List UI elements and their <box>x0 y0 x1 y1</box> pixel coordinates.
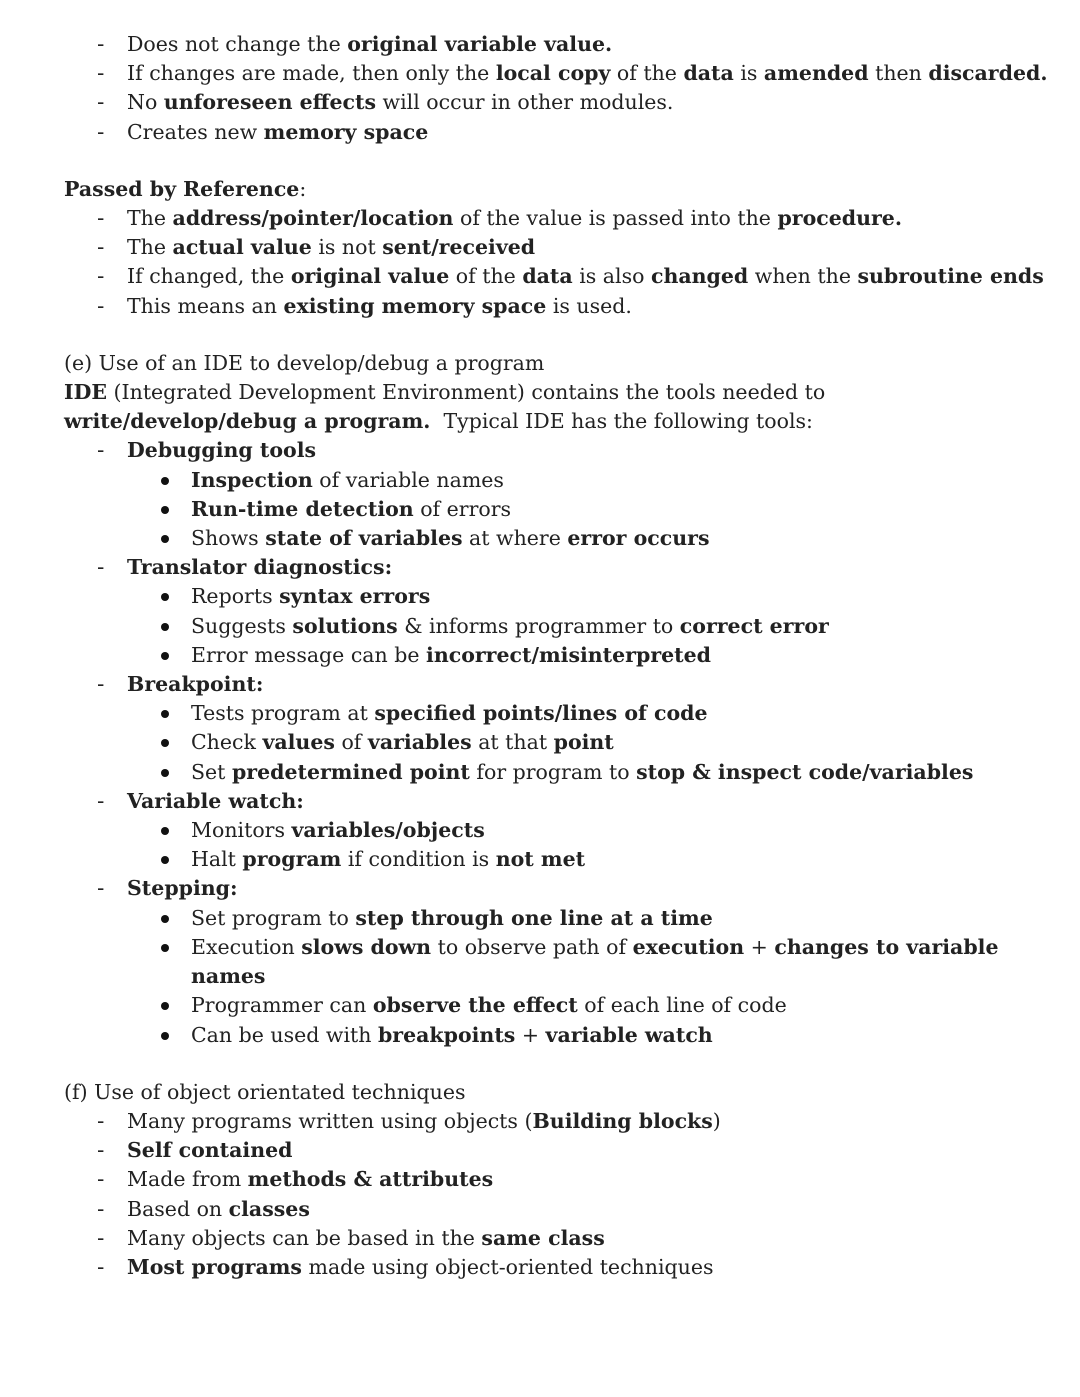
bold-text: classes <box>228 1196 310 1221</box>
text: will occur in other modules. <box>376 90 674 115</box>
text: of the <box>610 61 684 86</box>
bold-text: Passed by Reference <box>64 176 300 201</box>
tool-points <box>127 904 1080 1050</box>
bold-text: step through one line at a time <box>355 905 713 930</box>
list-item <box>159 758 1080 787</box>
bold-text: actual value <box>172 235 312 260</box>
bold-text: point <box>553 730 614 755</box>
tool-title <box>127 436 1080 465</box>
tool-title <box>127 553 1080 582</box>
text: Set <box>191 759 232 784</box>
bold-text: address/pointer/location <box>172 206 454 231</box>
tool-debugging-tools <box>97 436 1080 553</box>
text: (Integrated Development Environment) contains the tools needed to <box>107 380 832 405</box>
text: Tests program at <box>191 701 375 726</box>
text: Can be used with <box>191 1022 378 1047</box>
list-item <box>97 1224 1080 1253</box>
bold-text: write/develop/debug a program. <box>64 409 431 434</box>
text: Execution <box>191 934 302 959</box>
tool-stepping <box>97 874 1080 1049</box>
text: Reports <box>191 584 280 609</box>
bold-text: incorrect/misinterpreted <box>426 642 712 667</box>
text: Suggests <box>191 613 293 638</box>
text: of each line of code <box>577 993 787 1018</box>
list-item <box>159 845 1080 874</box>
tool-breakpoint <box>97 670 1080 787</box>
ide-section <box>64 349 1080 1050</box>
bold-text: stop & inspect code/variables <box>636 759 974 784</box>
bold-text: execution <box>632 934 745 959</box>
text: when the <box>748 264 858 289</box>
text: is also <box>572 264 651 289</box>
list-item <box>159 524 1080 553</box>
text: of variable names <box>312 467 504 492</box>
bold-text: not met <box>495 847 586 872</box>
tool-title <box>127 670 1080 699</box>
text: is <box>733 61 764 86</box>
passed-by-value-section <box>64 30 1080 147</box>
tool-variable-watch <box>97 787 1080 875</box>
text: of the <box>449 264 523 289</box>
list-item <box>97 262 1080 291</box>
bold-text: original value <box>290 264 450 289</box>
bold-text: solutions <box>292 613 398 638</box>
list-item <box>159 495 1080 524</box>
text: + <box>744 934 775 959</box>
bold-text: changed <box>650 264 749 289</box>
bold-text: predetermined point <box>231 759 470 784</box>
text: of errors <box>413 496 512 521</box>
text: The <box>127 206 173 231</box>
text: of the value is passed into the <box>453 206 778 231</box>
list-item <box>159 991 1080 1020</box>
text: Programmer can <box>191 993 373 1018</box>
text: The <box>127 235 173 260</box>
passed-by-reference-section <box>64 175 1080 321</box>
text: is used. <box>546 293 632 318</box>
list-item <box>97 1107 1080 1136</box>
list-item <box>97 233 1080 262</box>
bold-text: breakpoints <box>377 1022 516 1047</box>
bold-text: Building blocks <box>532 1108 713 1133</box>
text: at where <box>462 526 568 551</box>
bold-text: Debugging tools <box>127 438 317 463</box>
list-item <box>159 612 1080 641</box>
list-item <box>97 59 1080 88</box>
text: made using object-oriented techniques <box>301 1254 714 1279</box>
bold-text: Breakpoint: <box>127 672 264 697</box>
text: Check <box>191 730 263 755</box>
list-item <box>97 204 1080 233</box>
bold-text: Self contained <box>127 1138 293 1163</box>
ide-tools-list <box>64 436 1080 1049</box>
text: at that <box>471 730 554 755</box>
text: : <box>299 176 307 201</box>
list-item <box>97 1195 1080 1224</box>
list-item <box>97 1165 1080 1194</box>
oop-section <box>64 1078 1080 1282</box>
ide-intro <box>64 378 1014 436</box>
list-item <box>159 466 1080 495</box>
list-item <box>159 728 1080 757</box>
text: (f) Use of object orientated techniques <box>64 1079 466 1104</box>
bold-text: original variable value. <box>347 32 613 56</box>
tool-points <box>127 699 1080 787</box>
oop-heading <box>64 1078 1080 1107</box>
bold-text: slows down <box>301 934 432 959</box>
bold-text: Variable watch: <box>127 788 304 813</box>
text: If changes are made, then only the <box>127 61 496 86</box>
list-item <box>97 292 1080 321</box>
bold-text: existing memory space <box>283 293 547 318</box>
bold-text: sent/received <box>382 235 536 260</box>
bold-text: Most programs <box>127 1254 302 1279</box>
text: Set program to <box>191 905 356 930</box>
bold-text: state of variables <box>265 526 463 551</box>
text: Error message can be <box>191 642 427 667</box>
bold-text: values <box>262 730 335 755</box>
text: if condition is <box>341 847 496 872</box>
list-item <box>159 904 1080 933</box>
text: No <box>127 90 164 115</box>
text: Made from <box>127 1167 248 1192</box>
list-item <box>159 1021 1080 1050</box>
reference-list <box>64 204 1080 321</box>
bold-text: amended <box>763 61 869 86</box>
text: If changed, the <box>127 264 291 289</box>
text: Typical IDE has the following tools: <box>430 409 813 434</box>
ide-heading <box>64 349 1080 378</box>
list-item <box>159 933 1080 991</box>
bold-text: Inspection <box>191 467 313 492</box>
text: + <box>515 1022 546 1047</box>
bold-text: specified points/lines of code <box>374 701 708 726</box>
text: Creates new <box>127 119 264 144</box>
bold-text: error occurs <box>567 526 710 551</box>
bold-text: IDE <box>64 380 107 405</box>
text: ) <box>712 1108 721 1133</box>
bold-text: subroutine ends <box>857 264 1044 289</box>
list-item <box>159 641 1080 670</box>
bold-text: unforeseen effects <box>163 90 377 115</box>
bold-text: memory space <box>263 119 429 144</box>
text: Does not change the <box>127 32 348 56</box>
text: Many programs written using objects ( <box>127 1108 533 1133</box>
text: then <box>868 61 929 86</box>
bold-text: Stepping: <box>127 876 238 901</box>
text: Monitors <box>191 818 292 843</box>
text: (e) Use of an IDE to develop/debug a program <box>64 350 545 375</box>
bold-text: variable watch <box>545 1022 713 1047</box>
tool-points <box>127 816 1080 874</box>
bold-text: discarded. <box>928 61 1048 86</box>
tool-points <box>127 582 1080 670</box>
bold-text: variables/objects <box>291 818 485 843</box>
tool-title <box>127 874 1080 903</box>
text: is not <box>311 235 383 260</box>
text: Based on <box>127 1196 229 1221</box>
oop-list <box>64 1107 1080 1282</box>
list-item <box>159 699 1080 728</box>
text: Halt <box>191 847 243 872</box>
text: & informs programmer to <box>397 613 680 638</box>
bold-text: syntax errors <box>279 584 431 609</box>
bold-text: procedure. <box>777 206 902 231</box>
bold-text: data <box>683 61 734 86</box>
list-item <box>159 582 1080 611</box>
list-item <box>97 1253 1080 1282</box>
bold-text: changes to variable names <box>191 934 1006 989</box>
list-item <box>97 118 1080 147</box>
list-item <box>97 1136 1080 1165</box>
tool-translator-diagnostics <box>97 553 1080 670</box>
text: to observe path of <box>431 934 633 959</box>
bold-text: Run-time detection <box>191 496 414 521</box>
bold-text: Translator diagnostics: <box>127 555 393 580</box>
text: Many objects can be based in the <box>127 1225 482 1250</box>
text: Shows <box>191 526 266 551</box>
tool-points <box>127 466 1080 554</box>
list-item <box>159 816 1080 845</box>
bold-text: correct error <box>679 613 829 638</box>
text: for program to <box>469 759 637 784</box>
value-list <box>64 30 1080 147</box>
bold-text: methods & attributes <box>247 1167 494 1192</box>
list-item <box>97 30 1080 59</box>
bold-text: program <box>242 847 342 872</box>
tool-title <box>127 787 1080 816</box>
reference-heading <box>64 175 1080 204</box>
bold-text: observe the effect <box>372 993 578 1018</box>
bold-text: data <box>522 264 573 289</box>
bold-text: same class <box>481 1225 605 1250</box>
list-item <box>97 88 1080 117</box>
text: This means an <box>127 293 284 318</box>
bold-text: variables <box>367 730 472 755</box>
text: of <box>334 730 368 755</box>
bold-text: local copy <box>495 61 611 86</box>
